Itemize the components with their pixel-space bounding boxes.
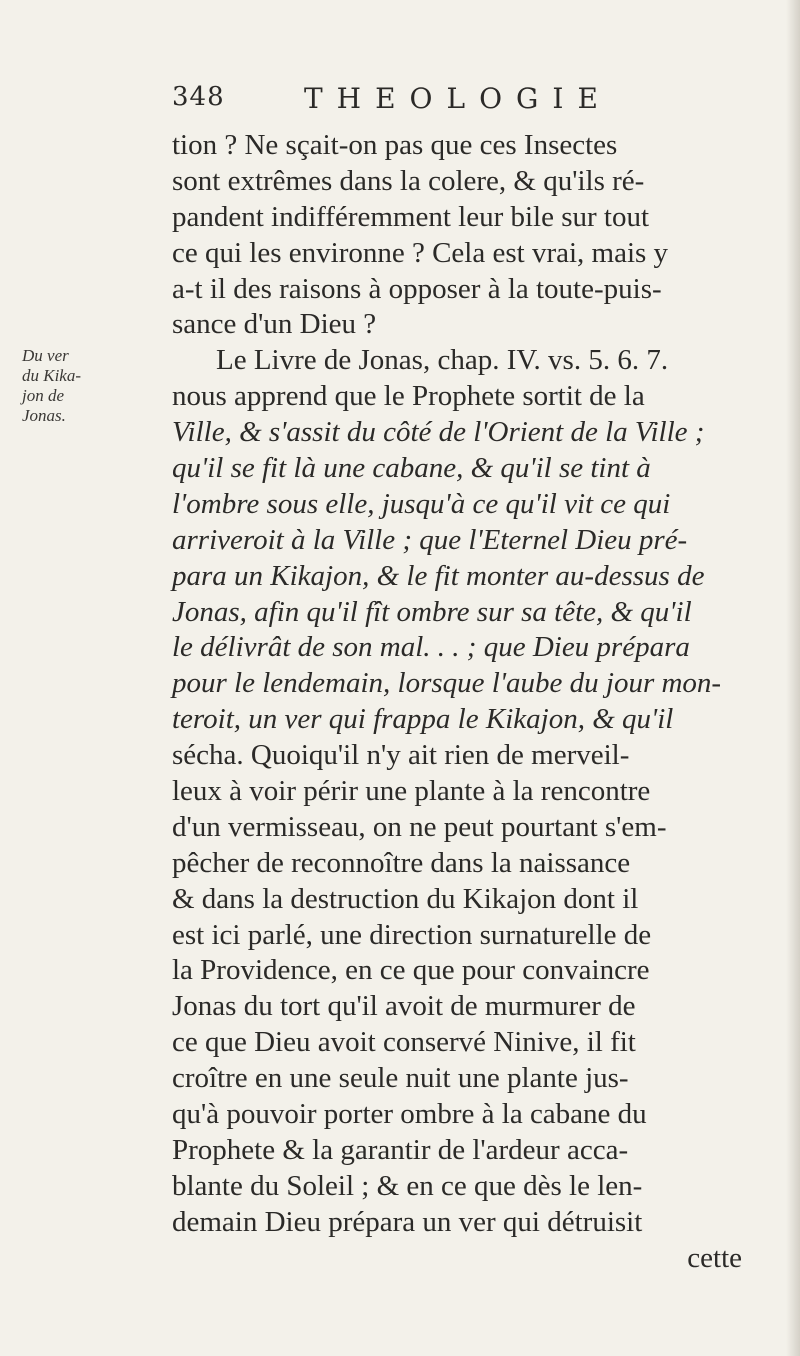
text-line: est ici parlé, une direction surnaturelle de — [172, 918, 652, 951]
text-line: sance d'un Dieu ? — [172, 308, 377, 341]
text-line: a-t il des raisons à opposer à la toute-puis- — [172, 272, 662, 305]
text-line: Jonas, afin qu'il fît ombre sur sa tête, & qu'il — [172, 595, 692, 628]
text-line: d'un vermisseau, on ne peut pourtant s'em- — [172, 810, 667, 843]
running-title: THEOLOGIE — [304, 82, 612, 115]
text-line: pour le lendemain, lorsque l'aube du jour mon- — [172, 667, 722, 700]
text-line: para un Kikajon, & le fit monter au-dessus de — [172, 559, 705, 592]
catchword: cette — [687, 1241, 742, 1274]
text-line: sont extrêmes dans la colere, & qu'ils ré- — [172, 164, 645, 197]
margin-note-line: Jonas. — [22, 406, 66, 425]
text-line: qu'à pouvoir porter ombre à la cabane du — [172, 1098, 647, 1131]
page-edge-shadow — [786, 0, 800, 1356]
text-line: teroit, un ver qui frappa le Kikajon, & qu'il — [172, 703, 674, 736]
text-line: l'ombre sous elle, jusqu'à ce qu'il vit ce qui — [172, 487, 671, 520]
page-number: 348 — [172, 82, 225, 112]
text-line: arriveroit à la Ville ; que l'Eternel Dieu pré- — [172, 523, 688, 556]
text-line: blante du Soleil ; & en ce que dès le len- — [172, 1169, 643, 1202]
margin-note-line: Du ver — [22, 346, 69, 365]
running-header — [172, 82, 612, 122]
text-line: sécha. Quoiqu'il n'y ait rien de merveil- — [172, 739, 630, 772]
body-text — [172, 128, 762, 1277]
text-line: qu'il se fit là une cabane, & qu'il se tint à — [172, 452, 651, 485]
margin-note — [22, 346, 162, 426]
text-line: nous apprend que le Prophete sortit de la — [172, 380, 645, 413]
text-line: Jonas du tort qu'il avoit de murmurer de — [172, 990, 636, 1023]
text-line: & dans la destruction du Kikajon dont il — [172, 882, 639, 915]
text-line: pandent indifféremment leur bile sur tout — [172, 200, 650, 233]
text-line: Le Livre de Jonas, chap. IV. vs. 5. 6. 7. — [216, 344, 669, 377]
margin-note-line: jon de — [22, 386, 65, 405]
text-line: le délivrât de son mal. . . ; que Dieu prépara — [172, 631, 690, 664]
text-line: pêcher de reconnoître dans la naissance — [172, 846, 631, 879]
margin-note-line: du Kika- — [22, 366, 82, 385]
text-line: leux à voir périr une plante à la rencontre — [172, 775, 651, 808]
text-line: tion ? Ne sçait-on pas que ces Insectes — [172, 129, 618, 161]
text-line: Prophete & la garantir de l'ardeur acca- — [172, 1133, 629, 1166]
text-line: demain Dieu prépara un ver qui détruisit — [172, 1205, 643, 1238]
text-line: croître en une seule nuit une plante jus- — [172, 1062, 629, 1095]
text-line: ce qui les environne ? Cela est vrai, mais y — [172, 236, 669, 269]
text-line: la Providence, en ce que pour convaincre — [172, 954, 650, 987]
text-line: ce que Dieu avoit conservé Ninive, il fit — [172, 1026, 636, 1059]
text-line: Ville, & s'assit du côté de l'Orient de la Ville ; — [172, 416, 705, 449]
